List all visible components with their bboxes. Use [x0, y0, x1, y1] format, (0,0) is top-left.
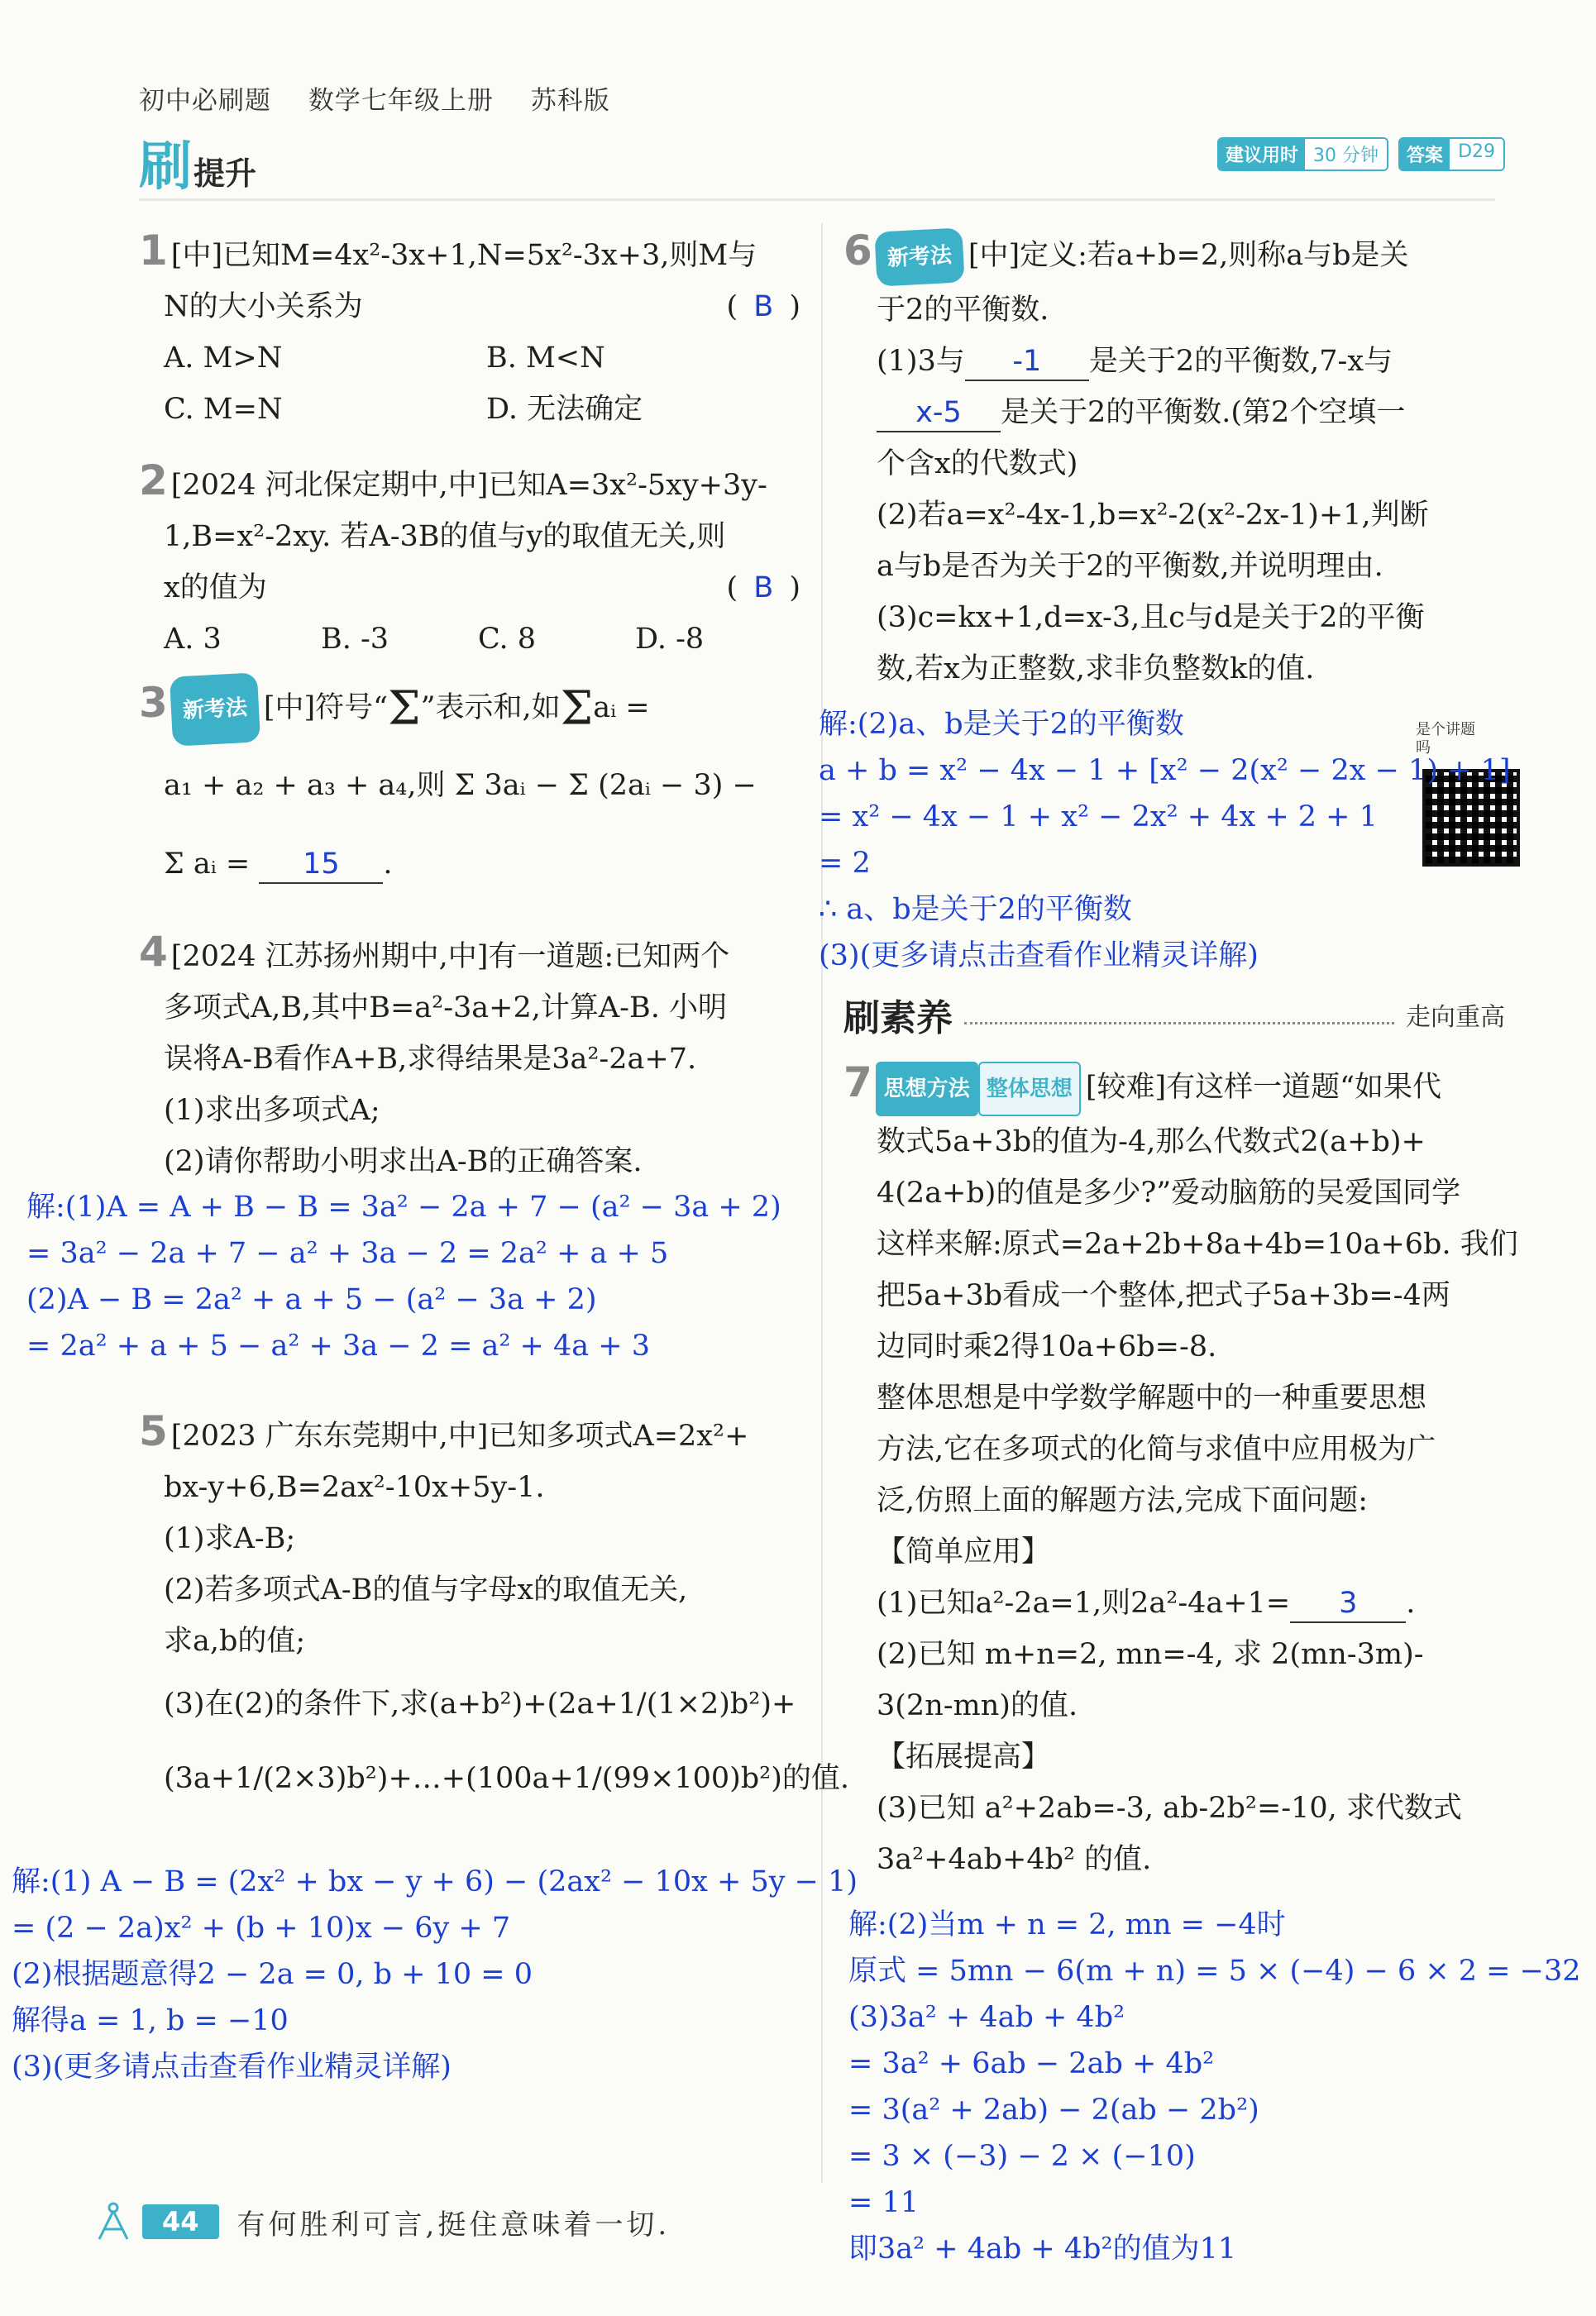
section-header-literacy [843, 988, 1505, 1041]
question-5 [139, 1406, 849, 1816]
sigma-symbol: Σ [388, 681, 421, 736]
choice-answer: B [753, 571, 774, 604]
method-subtag: 整体思想 [978, 1062, 1081, 1116]
solution-4 [26, 1184, 781, 1369]
question-number: 3 [139, 679, 168, 727]
question-text: x的值为 [164, 571, 267, 604]
series-level: 初中必刷题 [139, 86, 271, 116]
solution-line: = 3a² − 2a + 7 − a² + 3a − 2 = 2a² + a + 5 [26, 1237, 669, 1270]
fill-blank-answer: 3 [1290, 1585, 1406, 1623]
question-text: (2)请你帮助小明求出A-B的正确答案. [164, 1145, 643, 1178]
question-text: 整体思想是中学数学解题中的一种重要思想 [877, 1381, 1427, 1415]
question-text: (3)在(2)的条件下,求(a+b²)+(2a+1/(1×2)b²)+ [164, 1688, 796, 1721]
new-method-tag: 新考法 [874, 227, 964, 286]
fill-blank-answer: -1 [965, 343, 1089, 381]
option-a: A. M>N [164, 341, 283, 375]
solution-line: = 3(a² + 2ab) − 2(ab − 2b²) [848, 2094, 1259, 2127]
solution-line: (2)A − B = 2a² + a + 5 − (a² − 3a + 2) [26, 1283, 597, 1316]
time-badge [1217, 137, 1388, 171]
question-text: 边同时乘2得10a+6b=-8. [877, 1330, 1217, 1363]
choice-answer: B [753, 290, 774, 323]
page-footer [91, 2199, 670, 2244]
solution-line: (2)根据题意得2 − 2a = 0, b + 10 = 0 [12, 1958, 533, 1991]
question-text: 1,B=x²-2xy. 若A-3B的值与y的取值无关,则 [164, 520, 726, 553]
question-text: 把5a+3b看成一个整体,把式子5a+3b=-4两 [877, 1278, 1450, 1312]
question-text: a₁ + a₂ + a₃ + a₄,则 Σ 3aᵢ − Σ (2aᵢ − 3) − [164, 768, 757, 802]
question-text: 误将A-B看作A+B,求得结果是3a²-2a+7. [164, 1043, 697, 1076]
book-series-title [139, 79, 638, 117]
section-title-small: 提升 [194, 155, 257, 192]
question-text: (3)c=kx+1,d=x-3,且c与d是关于2的平衡 [877, 600, 1425, 634]
solution-line: = 2a² + a + 5 − a² + 3a − 2 = a² + 4a + 3 [26, 1330, 650, 1363]
solution-line: = 2 [819, 847, 871, 880]
solution-line: (3)3a² + 4ab + 4b² [848, 2001, 1125, 2034]
solution-line: ∴ a、b是关于2的平衡数 [819, 893, 1132, 926]
solution-line: = (2 − 2a)x² + (b + 10)x − 6y + 7 [12, 1912, 511, 1945]
solution-line: = 3a² + 6ab − 2ab + 4b² [848, 2047, 1215, 2080]
fill-blank-answer: 15 [259, 846, 383, 884]
solution-line: 解:(2)当m + n = 2, mn = −4时 [848, 1908, 1286, 1941]
time-badge-value: 30 分钟 [1305, 139, 1387, 170]
dotted-leader [964, 1005, 1394, 1024]
question-text: 数式5a+3b的值为-4,那么代数式2(a+b)+ [877, 1125, 1426, 1158]
question-text: Σ aᵢ = [164, 847, 251, 881]
question-text: [2023 广东东莞期中,中]已知多项式A=2x²+ [170, 1420, 749, 1453]
series-edition: 苏科版 [530, 86, 610, 116]
header-divider [139, 198, 1495, 201]
question-text: a与b是否为关于2的平衡数,并说明理由. [877, 549, 1383, 583]
solution-line: 即3a² + 4ab + 4b²的值为11 [848, 2232, 1237, 2266]
question-2 [139, 455, 800, 665]
question-text: (1)求A-B; [164, 1522, 296, 1555]
question-text: ”表示和,如 [420, 691, 561, 724]
solution-line: = x² − 4x − 1 + x² − 2x² + 4x + 2 + 1 [819, 800, 1378, 833]
answer-paren: ( B ) [726, 281, 800, 332]
question-text: 泛,仿照上面的解题方法,完成下面问题: [877, 1483, 1369, 1517]
question-text: 是关于2的平衡数,7-x与 [1088, 344, 1393, 378]
question-text: (2)若多项式A-B的值与字母x的取值无关, [164, 1573, 688, 1607]
new-method-tag: 新考法 [170, 672, 260, 746]
question-4 [139, 926, 800, 1187]
question-text: [中]定义:若a+b=2,则称a与b是关 [968, 239, 1409, 272]
solution-line: a + b = x² − 4x − 1 + [x² − 2(x² − 2x − 1) + 1] [819, 754, 1511, 787]
solution-5 [12, 1859, 858, 2090]
solution-line: = 11 [848, 2186, 919, 2219]
answer-badge[interactable] [1398, 137, 1505, 171]
question-text: (1)3与 [877, 344, 965, 378]
question-text: 【简单应用】 [877, 1535, 1051, 1569]
solution-line: 解:(1) A − B = (2x² + bx − y + 6) − (2ax² − 10x + 5y − 1) [12, 1865, 858, 1898]
question-text: 多项式A,B,其中B=a²-3a+2,计算A-B. 小明 [164, 991, 727, 1024]
question-text: (3)已知 a²+2ab=-3, ab-2b²=-10, 求代数式 [877, 1791, 1462, 1825]
answer-badge-key: 答案 [1400, 139, 1450, 170]
question-text: aᵢ = [593, 691, 650, 724]
question-text: 数,若x为正整数,求非负整数k的值. [877, 652, 1315, 685]
question-1 [139, 225, 800, 435]
question-text: 3a²+4ab+4b² 的值. [877, 1842, 1152, 1876]
solution-line: 解:(1)A = A + B − B = 3a² − 2a + 7 − (a² − 3a + 2) [26, 1191, 781, 1224]
question-6 [843, 225, 1513, 695]
method-tag: 思想方法 [876, 1062, 978, 1116]
question-text: 方法,它在多项式的化简与求值中应用极为广 [877, 1432, 1436, 1466]
question-text: [中]已知M=4x²-3x+1,N=5x²-3x+3,则M与 [170, 239, 757, 272]
page-number: 44 [142, 2204, 219, 2239]
question-text: (2)若a=x²-4x-1,b=x²-2(x²-2x-1)+1,判断 [877, 498, 1429, 532]
question-number: 7 [843, 1058, 872, 1106]
answer-paren: ( B ) [726, 562, 800, 614]
section-title-big: 刷 [139, 136, 190, 198]
question-text: bx-y+6,B=2ax²-10x+5y-1. [164, 1471, 545, 1504]
question-text: 是关于2的平衡数.(第2个空填一 [1001, 395, 1406, 429]
answer-badge-value: D29 [1450, 139, 1503, 170]
question-text: 这样来解:原式=2a+2b+8a+4b=10a+6b. 我们 [877, 1227, 1518, 1261]
section-header-title: 刷素养 [843, 997, 953, 1039]
question-text: 4(2a+b)的值是多少?”爱动脑筋的吴爱国同学 [877, 1176, 1461, 1210]
option-b: B. M<N [486, 341, 605, 375]
question-text: [中]符号“ [263, 691, 389, 724]
question-text: [较难]有这样一道题“如果代 [1085, 1071, 1442, 1104]
solution-line: 解得a = 1, b = −10 [12, 2004, 289, 2037]
question-number: 6 [843, 227, 872, 275]
option-d: D. -8 [635, 623, 705, 656]
option-c: C. M=N [164, 393, 283, 426]
question-text: (1)已知a²-2a=1,则2a²-4a+1= [877, 1586, 1291, 1620]
time-badge-key: 建议用时 [1219, 139, 1305, 170]
section-title [139, 124, 256, 200]
solution-line: 解:(2)a、b是关于2的平衡数 [819, 708, 1184, 741]
solution-line: 原式 = 5mn − 6(m + n) = 5 × (−4) − 6 × 2 = −32 [848, 1955, 1581, 1988]
option-a: A. 3 [164, 623, 222, 656]
see-more-link[interactable]: (3)(更多请点击查看作业精灵详解) [819, 939, 1259, 972]
option-d: D. 无法确定 [486, 393, 643, 426]
solution-line: = 3 × (−3) − 2 × (−10) [848, 2140, 1196, 2173]
question-text: (3a+1/(2×3)b²)+…+(100a+1/(99×100)b²)的值. [164, 1762, 849, 1795]
question-7: 7 思想方法 整体思想 [较难]有这样一道题“如果代 数式5a+3b的值为-4,那么代数式2(a+b)+ 4(2a+b)的值是多少?”爱动脑筋的吴爱国同学 这样来解:原式=2a+2b+8a+4b=10a+6b. 我们 把5a+3b看成一个整体,把式子5a+3b=-4两 边同时乘2得10a+6b=-8. 整体思想是中学数学解题中的一种重要思想 方法,它在多项式的化简与求值中应用极为广 泛,仿照上面的解题方法,完成下面问题: 【简单应用】 (1)已知a²-2a=1,则2a²-4a+1= 3 . (2)已知 m+n=2, mn=-4, 求 2(mn-3m)- 3(2n-mn)的值. 【拓展提高】 (3)已知 a²+2ab=-3, ab-2b²=-10, 求代数式 3a²+4ab+4b² 的值. [843, 1058, 1518, 1876]
question-text: [2024 江苏扬州期中,中]有一道题:已知两个 [170, 940, 730, 973]
question-3: 3 新考法 [中]符号“Σ”表示和,如Σaᵢ = a₁ + a₂ + a₃ + a₄,则 Σ 3aᵢ − Σ (2aᵢ − 3) − Σ aᵢ = 15 . [139, 670, 800, 901]
section-header-right: 走向重高 [1406, 1003, 1505, 1032]
question-number: 4 [139, 928, 168, 976]
question-text: 求a,b的值; [164, 1625, 306, 1658]
question-number: 2 [139, 456, 168, 504]
question-number: 1 [139, 227, 168, 275]
question-number: 5 [139, 1407, 168, 1455]
header-badges [1217, 137, 1505, 171]
question-text: 于2的平衡数. [877, 293, 1049, 327]
option-b: B. -3 [321, 623, 389, 656]
question-text: 3(2n-mn)的值. [877, 1688, 1078, 1722]
compass-icon [91, 2199, 136, 2244]
sigma-symbol: Σ [560, 681, 594, 736]
fill-blank-answer: x-5 [877, 394, 1001, 432]
series-subject: 数学七年级上册 [308, 86, 494, 116]
question-text: N的大小关系为 [164, 290, 363, 323]
solution-7 [848, 1902, 1581, 2272]
qr-label: 是个讲题吗 [1416, 721, 1475, 757]
question-text: 个含x的代数式) [877, 446, 1078, 480]
question-text: (1)求出多项式A; [164, 1094, 380, 1127]
see-more-link[interactable]: (3)(更多请点击查看作业精灵详解) [12, 2051, 452, 2084]
question-text: 【拓展提高】 [877, 1740, 1051, 1774]
question-text: (2)已知 m+n=2, mn=-4, 求 2(mn-3m)- [877, 1637, 1424, 1671]
option-c: C. 8 [478, 623, 537, 656]
question-text: [2024 河北保定期中,中]已知A=3x²-5xy+3y- [170, 469, 767, 502]
solution-6 [819, 701, 1510, 979]
footer-motto: 有何胜利可言,挺住意味着一切. [237, 2208, 671, 2242]
